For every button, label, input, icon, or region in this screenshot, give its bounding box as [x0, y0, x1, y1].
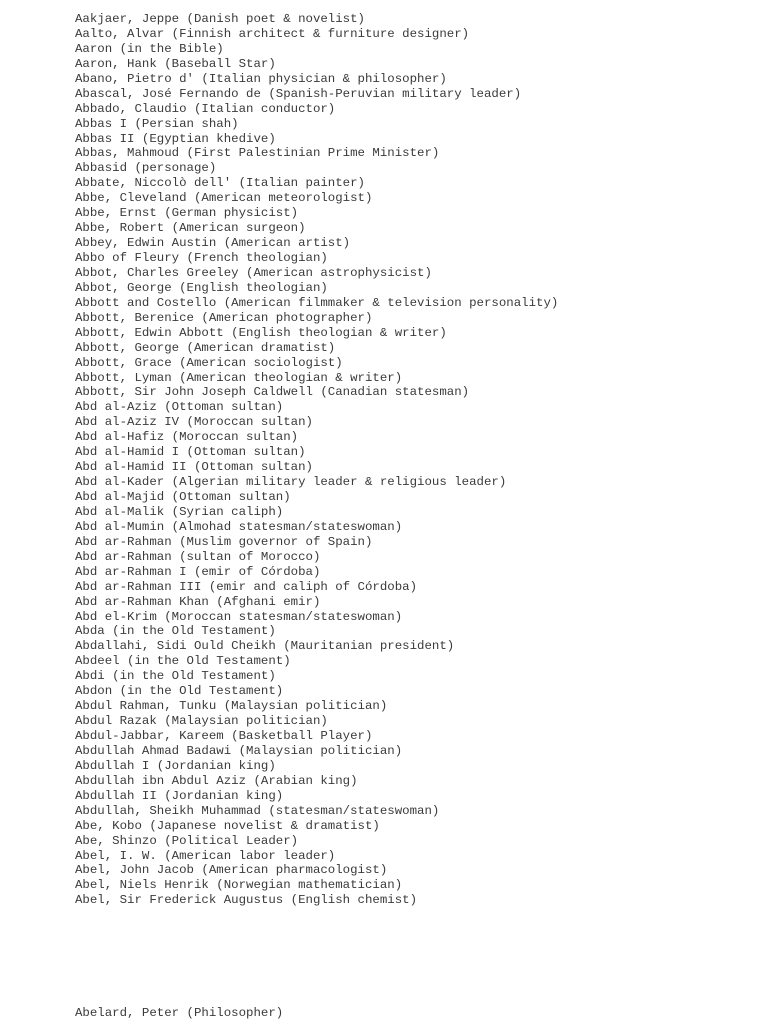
list-item: Abano, Pietro d' (Italian physician & philosopher)	[75, 71, 447, 86]
list-item: Abbe, Cleveland (American meteorologist)	[75, 191, 373, 206]
list-item: Abdallahi, Sidi Ould Cheikh (Mauritanian president)	[75, 639, 455, 654]
list-item: Abdul-Jabbar, Kareem (Basketball Player)	[75, 729, 373, 743]
list-item: Abdullah Ahmad Badawi (Malaysian politician)	[75, 743, 403, 758]
list-item: Abbott, George (American dramatist)	[75, 340, 336, 355]
list-item: Abbott, Edwin Abbott (English theologian & writer)	[75, 325, 447, 340]
list-item: Abel, Sir Frederick Augustus (English chemist)	[75, 893, 418, 908]
list-item: Abd al-Hamid II (Ottoman sultan)	[75, 460, 313, 475]
list-item: Abd al-Aziz (Ottoman sultan)	[75, 400, 284, 415]
list-item: Abdullah, Sheikh Muhammad (statesman/stateswoman)	[75, 803, 440, 818]
list-item: Abdullah I (Jordanian king)	[75, 758, 276, 773]
list-item: Abbe, Robert (American surgeon)	[75, 221, 306, 236]
list-item: Abbe, Ernst (German physicist)	[75, 206, 299, 221]
list-item: Abdon (in the Old Testament)	[75, 684, 284, 699]
name-index-list	[75, 12, 755, 908]
list-item: Abd al-Hafiz (Moroccan sultan)	[75, 430, 299, 445]
list-item: Abbas, Mahmoud (First Palestinian Prime Minister)	[75, 146, 440, 161]
list-item: Abd ar-Rahman (sultan of Morocco)	[75, 549, 321, 564]
list-item: Abascal, José Fernando de (Spanish-Peruvian military leader)	[75, 86, 522, 101]
list-item: Abbott and Costello (American filmmaker & television personality)	[75, 295, 559, 310]
list-item: Aalto, Alvar (Finnish architect & furniture designer)	[75, 26, 470, 41]
list-item: Abbott, Sir John Joseph Caldwell (Canadian statesman)	[75, 385, 470, 400]
list-item: Abbasid (personage)	[75, 161, 217, 176]
list-item: Abd al-Majid (Ottoman sultan)	[75, 490, 291, 504]
list-item: Aaron, Hank (Baseball Star)	[75, 56, 276, 71]
list-item: Abd ar-Rahman III (emir and caliph of Córdoba)	[75, 579, 418, 594]
list-item: Abbo of Fleury (French theologian)	[75, 251, 328, 265]
list-item: Abd al-Hamid I (Ottoman sultan)	[75, 445, 306, 460]
list-item: Abbot, George (English theologian)	[75, 280, 328, 295]
list-item: Abel, I. W. (American labor leader)	[75, 848, 336, 863]
list-item: Abbey, Edwin Austin (American artist)	[75, 236, 351, 251]
list-item: Abd al-Kader (Algerian military leader & religious leader)	[75, 475, 507, 490]
list-item: Aaron (in the Bible)	[75, 41, 224, 56]
list-item: Abd al-Malik (Syrian caliph)	[75, 504, 284, 519]
list-item: Abbott, Lyman (American theologian & writer)	[75, 370, 403, 385]
list-item: Abbot, Charles Greeley (American astrophysicist)	[75, 265, 432, 280]
list-item: Abd el-Krim (Moroccan statesman/stateswoman)	[75, 609, 403, 624]
list-item: Abbas II (Egyptian khedive)	[75, 131, 276, 146]
list-item: Abd al-Mumin (Almohad statesman/stateswoman)	[75, 519, 403, 534]
list-item: Abd ar-Rahman I (emir of Córdoba)	[75, 564, 321, 579]
list-item: Abdul Razak (Malaysian politician)	[75, 714, 328, 729]
list-item: Abdi (in the Old Testament)	[75, 669, 276, 684]
list-item: Abbado, Claudio (Italian conductor)	[75, 101, 336, 116]
list-item: Abda (in the Old Testament)	[75, 624, 276, 639]
list-item: Abelard, Peter (Philosopher)	[75, 1006, 284, 1020]
list-item: Abe, Shinzo (Political Leader)	[75, 833, 299, 848]
list-item: Aakjaer, Jeppe (Danish poet & novelist)	[75, 12, 365, 26]
list-item: Abbott, Berenice (American photographer)	[75, 310, 373, 325]
list-item: Abdullah ibn Abdul Aziz (Arabian king)	[75, 773, 358, 788]
list-item: Abd al-Aziz IV (Moroccan sultan)	[75, 415, 313, 430]
list-item: Abdeel (in the Old Testament)	[75, 654, 291, 669]
list-item: Abdullah II (Jordanian king)	[75, 788, 284, 803]
list-item: Abel, John Jacob (American pharmacologist)	[75, 863, 388, 878]
list-item: Abbott, Grace (American sociologist)	[75, 355, 343, 370]
list-item: Abd ar-Rahman (Muslim governor of Spain)	[75, 534, 373, 549]
list-item: Abbas I (Persian shah)	[75, 116, 239, 131]
list-item: Abe, Kobo (Japanese novelist & dramatist)	[75, 818, 380, 833]
list-item: Abel, Niels Henrik (Norwegian mathematician)	[75, 878, 403, 893]
list-item: Abdul Rahman, Tunku (Malaysian politician)	[75, 699, 388, 714]
list-item: Abbate, Niccolò dell' (Italian painter)	[75, 176, 365, 191]
list-item: Abd ar-Rahman Khan (Afghani emir)	[75, 594, 321, 609]
